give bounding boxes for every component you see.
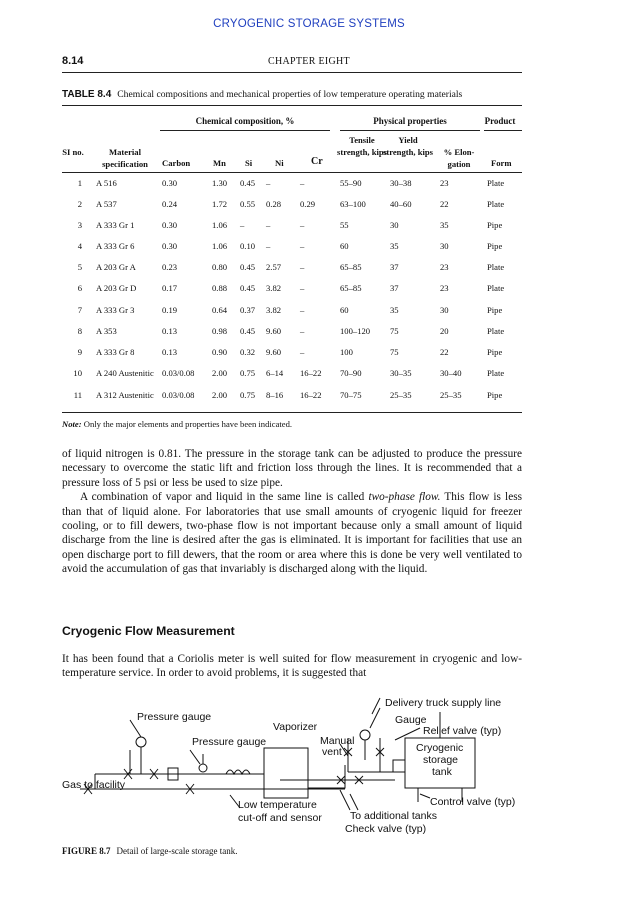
note-text: Only the major elements and properties have been indicated.	[83, 419, 293, 429]
table-cell-yield: 25–35	[390, 390, 412, 400]
col-head-mn: Mn	[213, 158, 226, 168]
section-heading: Cryogenic Flow Measurement	[62, 624, 235, 638]
table-cell-tensile: 70–90	[340, 368, 362, 378]
col-head-si-no: SI no.	[62, 147, 84, 157]
col-head-carbon: Carbon	[162, 158, 191, 168]
table-cell-si: 0.75	[240, 390, 256, 400]
table-cell-carbon: 0.13	[162, 347, 178, 357]
col-head-material: Material specification	[102, 147, 148, 169]
table-cell-form: Pipe	[487, 347, 503, 357]
table-cell-mn: 0.98	[212, 326, 228, 336]
paragraph-2-rest: This flow is less than that of liquid alone. For laboratories that use small amounts of cryogenic liquid for freezer cooling, or to fill dewers, two-phase flow is not important because only a small amount of liquid discharge from the line is desired after the gas is eliminated. It is important for facilities that use an open discharge port to fill dewers, that the room or area where this is done be very well ventilated to avoid the accumulation of gas that invariably is discharged along with the liquid.	[62, 491, 522, 576]
leader-line	[350, 794, 358, 810]
table-cell-no: 9	[77, 347, 82, 357]
table-cell-mn: 2.00	[212, 368, 228, 378]
table-cell-no: 11	[73, 390, 82, 400]
label-gauge: Gauge	[395, 714, 427, 726]
col-head-cr: Cr	[311, 156, 323, 167]
label-tank-2: storage	[423, 754, 459, 766]
table-cell-tensile: 55–90	[340, 178, 362, 188]
table-cell-material: A 537	[96, 199, 117, 209]
table-cell-form: Plate	[487, 262, 505, 272]
table-cell-ni: 8–16	[266, 390, 284, 400]
table-cell-carbon: 0.24	[162, 199, 178, 209]
table-cell-mn: 1.06	[212, 220, 228, 230]
table-cell-form: Pipe	[487, 220, 503, 230]
chapter-label: CHAPTER EIGHT	[268, 56, 350, 67]
table-cell-si: 0.45	[240, 283, 256, 293]
label-additional-tanks: To additional tanks	[350, 810, 437, 822]
table-cell-mn: 0.90	[212, 347, 228, 357]
table-cell-cr: –	[300, 305, 305, 315]
table-caption	[62, 89, 462, 100]
table-cell-ni: –	[266, 178, 271, 188]
table-cell-yield: 40–60	[390, 199, 412, 209]
table-cell-carbon: 0.13	[162, 326, 178, 336]
vaporizer-box	[264, 748, 308, 798]
table-cell-ni: –	[266, 220, 271, 230]
label-tank-1: Cryogenic	[416, 742, 464, 754]
label-relief-valve: Relief valve (typ)	[423, 725, 502, 737]
leader-line	[372, 698, 380, 714]
table-cell-cr: 0.29	[300, 199, 316, 209]
col-head-ni: Ni	[275, 158, 284, 168]
chemical-group-underline	[160, 130, 330, 131]
table-cell-ni: 6–14	[266, 368, 284, 378]
table-cell-material: A 333 Gr 6	[96, 241, 135, 251]
table-cell-no: 8	[77, 326, 82, 336]
table-cell-material: A 516	[96, 178, 117, 188]
col-head-elongation: % Elon- gation	[443, 147, 475, 169]
table-cell-form: Plate	[487, 283, 505, 293]
product-group-underline	[484, 130, 522, 131]
table-cell-mn: 1.06	[212, 241, 228, 251]
table-cell-yield: 37	[390, 283, 399, 293]
table-cell-form: Pipe	[487, 305, 503, 315]
table-cell-cr: –	[300, 241, 305, 251]
table-cell-no: 6	[77, 283, 82, 293]
table-cell-carbon: 0.19	[162, 305, 178, 315]
table-cell-elong: 23	[440, 178, 449, 188]
table-cell-no: 4	[77, 241, 82, 251]
table-note	[62, 419, 292, 429]
table-cell-carbon: 0.30	[162, 178, 178, 188]
table-cell-ni: 2.57	[266, 262, 282, 272]
table-cell-cr: –	[300, 178, 305, 188]
table-cell-material: A 333 Gr 1	[96, 220, 135, 230]
label-control-valve: Control valve (typ)	[430, 796, 516, 808]
table-cell-elong: 30	[440, 305, 449, 315]
table-cell-form: Pipe	[487, 241, 503, 251]
leader-line	[190, 750, 200, 764]
table-cell-mn: 0.64	[212, 305, 228, 315]
table-cell-yield: 30–38	[390, 178, 412, 188]
table-cell-form: Plate	[487, 199, 505, 209]
gauge-icon	[360, 730, 370, 740]
table-cell-no: 7	[77, 305, 82, 315]
table-cell-material: A 203 Gr D	[96, 283, 137, 293]
table-cell-mn: 0.80	[212, 262, 228, 272]
leader-line	[370, 708, 380, 728]
table-cell-elong: 23	[440, 283, 449, 293]
table-cell-carbon: 0.17	[162, 283, 178, 293]
group-physical-properties: Physical properties	[373, 116, 447, 126]
table-header-rule	[62, 172, 522, 173]
paragraph-3: It has been found that a Coriolis meter is well suited for flow measurement in cryogenic and low-temperature service. In order to avoid problems, it is suggested that	[62, 653, 522, 680]
table-cell-yield: 35	[390, 305, 399, 315]
table-cell-form: Plate	[487, 326, 505, 336]
table-cell-ni: 9.60	[266, 326, 282, 336]
table-cell-elong: 30	[440, 241, 449, 251]
header-rule	[62, 72, 522, 73]
figure-caption	[62, 846, 238, 856]
table-cell-si: –	[240, 220, 245, 230]
label-vent: vent	[322, 746, 342, 758]
table-cell-yield: 35	[390, 241, 399, 251]
table-cell-ni: 9.60	[266, 347, 282, 357]
table-cell-tensile: 60	[340, 241, 349, 251]
table-cell-yield: 30–35	[390, 368, 412, 378]
table-top-rule	[62, 105, 522, 106]
table-cell-yield: 75	[390, 347, 399, 357]
table-cell-si: 0.10	[240, 241, 256, 251]
table-cell-form: Pipe	[487, 390, 503, 400]
table-cell-material: A 333 Gr 8	[96, 347, 135, 357]
group-product: Product	[484, 116, 516, 126]
figure-caption-text: Detail of large-scale storage tank.	[116, 846, 238, 856]
table-cell-tensile: 65–85	[340, 262, 362, 272]
label-delivery-truck: Delivery truck supply line	[385, 697, 502, 709]
table-cell-no: 10	[73, 368, 82, 378]
table-cell-si: 0.37	[240, 305, 256, 315]
label-gas-to-facility: Gas to facility	[62, 779, 126, 791]
table-cell-tensile: 65–85	[340, 283, 362, 293]
figure-label: FIGURE 8.7	[62, 846, 111, 856]
table-cell-carbon: 0.23	[162, 262, 178, 272]
table-cell-cr: –	[300, 283, 305, 293]
table-cell-elong: 25–35	[440, 390, 462, 400]
table-label: TABLE 8.4	[62, 89, 112, 100]
group-chemical-composition: Chemical composition, %	[195, 116, 295, 126]
col-head-si: Si	[245, 158, 253, 168]
label-vaporizer: Vaporizer	[273, 721, 318, 733]
table-cell-tensile: 55	[340, 220, 349, 230]
table-cell-mn: 0.88	[212, 283, 228, 293]
table-cell-mn: 1.72	[212, 199, 228, 209]
table-cell-cr: –	[300, 326, 305, 336]
label-low-temp-2: cut-off and sensor	[238, 812, 322, 824]
table-cell-si: 0.55	[240, 199, 256, 209]
table-cell-tensile: 100	[340, 347, 353, 357]
label-pressure-gauge-2: Pressure gauge	[192, 736, 267, 748]
body-paragraphs	[62, 447, 522, 577]
table-cell-material: A 312 Austenitic	[96, 390, 154, 400]
running-title: CRYOGENIC STORAGE SYSTEMS	[213, 18, 405, 30]
table-cell-si: 0.45	[240, 326, 256, 336]
table-cell-mn: 2.00	[212, 390, 228, 400]
table-cell-form: Plate	[487, 178, 505, 188]
table-cell-si: 0.45	[240, 178, 256, 188]
table-cell-yield: 37	[390, 262, 399, 272]
table-cell-form: Plate	[487, 368, 505, 378]
table-cell-elong: 35	[440, 220, 449, 230]
table-cell-cr: –	[300, 347, 305, 357]
table-cell-ni: 3.82	[266, 283, 282, 293]
pressure-gauge-2-icon	[199, 764, 207, 772]
table-cell-si: 0.32	[240, 347, 256, 357]
table-cell-yield: 30	[390, 220, 399, 230]
page-number: 8.14	[62, 55, 84, 67]
table-cell-si: 0.45	[240, 262, 256, 272]
table-cell-tensile: 70–75	[340, 390, 362, 400]
col-head-form: Form	[491, 158, 512, 168]
table-cell-no: 5	[77, 262, 82, 272]
table-cell-yield: 75	[390, 326, 399, 336]
paragraph-2	[62, 490, 522, 576]
table-caption-text: Chemical compositions and mechanical properties of low temperature operating materials	[117, 89, 463, 100]
table-cell-cr: 16–22	[300, 368, 322, 378]
table-cell-material: A 353	[96, 326, 117, 336]
table-cell-cr: 16–22	[300, 390, 322, 400]
label-check-valve: Check valve (typ)	[345, 823, 427, 835]
table-cell-no: 1	[77, 178, 82, 188]
table-cell-carbon: 0.30	[162, 241, 178, 251]
leader-line	[420, 794, 430, 798]
table-cell-elong: 22	[440, 347, 449, 357]
table-cell-no: 2	[77, 199, 82, 209]
col-head-yield: Yield strength, kips	[383, 135, 433, 157]
table-bottom-rule	[62, 412, 522, 413]
table-cell-tensile: 100–120	[340, 326, 371, 336]
table-cell-elong: 20	[440, 326, 449, 336]
physical-group-underline	[340, 130, 480, 131]
table-cell-elong: 30–40	[440, 368, 462, 378]
storage-tank-diagram	[0, 690, 618, 840]
term-two-phase-flow: two-phase flow.	[368, 491, 441, 504]
table-cell-mn: 1.30	[212, 178, 228, 188]
pressure-gauge-1-icon	[136, 737, 146, 747]
table-cell-material: A 203 Gr A	[96, 262, 136, 272]
table-cell-elong: 23	[440, 262, 449, 272]
label-tank-3: tank	[432, 766, 452, 778]
table-cell-ni: 3.82	[266, 305, 282, 315]
table-cell-carbon: 0.03/0.08	[162, 390, 195, 400]
table-cell-elong: 22	[440, 199, 449, 209]
label-low-temp-1: Low temperature	[238, 799, 317, 811]
tank-return-line	[308, 765, 345, 788]
table-cell-tensile: 63–100	[340, 199, 366, 209]
col-head-tensile: Tensile strength, kips	[337, 135, 387, 157]
table-cell-si: 0.75	[240, 368, 256, 378]
label-manual: Manual	[320, 735, 355, 747]
label-pressure-gauge-1: Pressure gauge	[137, 711, 212, 723]
table-cell-carbon: 0.30	[162, 220, 178, 230]
table-cell-no: 3	[77, 220, 82, 230]
table-cell-material: A 240 Austenitic	[96, 368, 154, 378]
table-cell-cr: –	[300, 220, 305, 230]
table-cell-ni: 0.28	[266, 199, 282, 209]
paragraph-1: of liquid nitrogen is 0.81. The pressure in the storage tank can be adjusted to produce the pressure necessary to overcome the static lift and friction loss through the lines. It is recommended that a pressure loss of 5 psi or less be used to size pipe.	[62, 448, 522, 489]
paragraph-2-start: A combination of vapor and liquid in the same line is called	[80, 491, 369, 504]
table-cell-ni: –	[266, 241, 271, 251]
note-label: Note:	[62, 419, 82, 429]
heat-sensor-icon	[393, 760, 405, 772]
table-cell-carbon: 0.03/0.08	[162, 368, 195, 378]
table-cell-cr: –	[300, 262, 305, 272]
leader-line	[340, 790, 350, 810]
table-cell-material: A 333 Gr 3	[96, 305, 135, 315]
coil-icon	[226, 770, 250, 774]
table-cell-tensile: 60	[340, 305, 349, 315]
